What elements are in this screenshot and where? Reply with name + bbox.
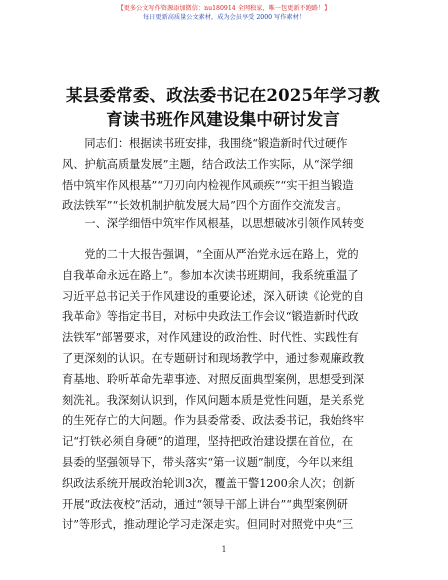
page-number: 1 [221, 545, 227, 554]
promo-banner-line-blue: 每日更新高质量公文素材，成为会员享受 2000 写作素材！ [143, 14, 305, 21]
document-title: 某县委常委、政法委书记在2025年学习教育读书班作风建设集中研讨发言 [66, 86, 380, 129]
text-line: 讨”等形式，推动理论学习走深走实。但同时对照党中央“三 [62, 518, 354, 532]
text-line: 记“打铁必须自身硬”的道理，坚持把政治建设摆在首位，在 [62, 435, 354, 449]
text-line: 自我革命永远在路上”。参加本次读书班期间，我系统重温了 [62, 268, 359, 282]
text-line: 的生死存亡的大问题。作为县委常委、政法委书记，我始终牢 [62, 414, 365, 428]
text-line: 织政法系统开展政治轮训3次，覆盖干警1200余人次；创新 [62, 476, 355, 490]
text-line: 习近平总书记关于作风建设的重要论述，深入研读《论党的自 [62, 289, 365, 303]
text-line: 法铁军”部署要求，对作风建设的政治性、时代性、实践性有 [62, 331, 359, 345]
paragraph-opening [62, 134, 384, 217]
text-line: 同志们：根据读书班安排，我围绕“锻造新时代过硬作 [62, 137, 348, 150]
text-line: 开展“政法夜校”活动，通过“领导干部上讲台”“典型案例研 [62, 497, 348, 511]
text-line: 风、护航高质量发展”主题，结合政法工作实际，从“深学细 [62, 157, 354, 171]
text-line: 刻洗礼。我深刻认识到，作风问题本质是党性问题，是关系党 [62, 393, 365, 407]
text-line: 一、深学细悟中筑牢作风根基，以思想破冰引领作风转变 [62, 217, 365, 230]
text-line: 县委的坚强领导下，带头落实“第一议题”制度，今年以来组 [62, 455, 354, 469]
promo-banner [0, 4, 448, 22]
text-line: 政法铁军”“长效机制护航发展大局”四个方面作交流发言。 [62, 199, 348, 213]
paragraph-body [62, 245, 384, 536]
text-line: 悟中筑牢作风根基”“刀刃向内检视作风顽疾”“实干担当锻造 [62, 178, 354, 192]
section-heading-1 [62, 214, 384, 235]
text-line: 育基地、聆听革命先辈事迹、对照反面典型案例，思想受到深 [62, 372, 365, 386]
text-line: 我革命》等指定书目，对标中央政法工作会议“锻造新时代政 [62, 310, 359, 324]
promo-banner-line-red: 【更多公文写作资源添加微信：nu180914 全网独家，唯一包更新不跑路！】 [117, 5, 331, 12]
text-line: 党的二十大报告强调，“全面从严治党永远在路上，党的 [62, 248, 359, 261]
text-line: 了更深刻的认识。在专题研讨和现场教学中，通过参观廉政教 [62, 351, 365, 365]
